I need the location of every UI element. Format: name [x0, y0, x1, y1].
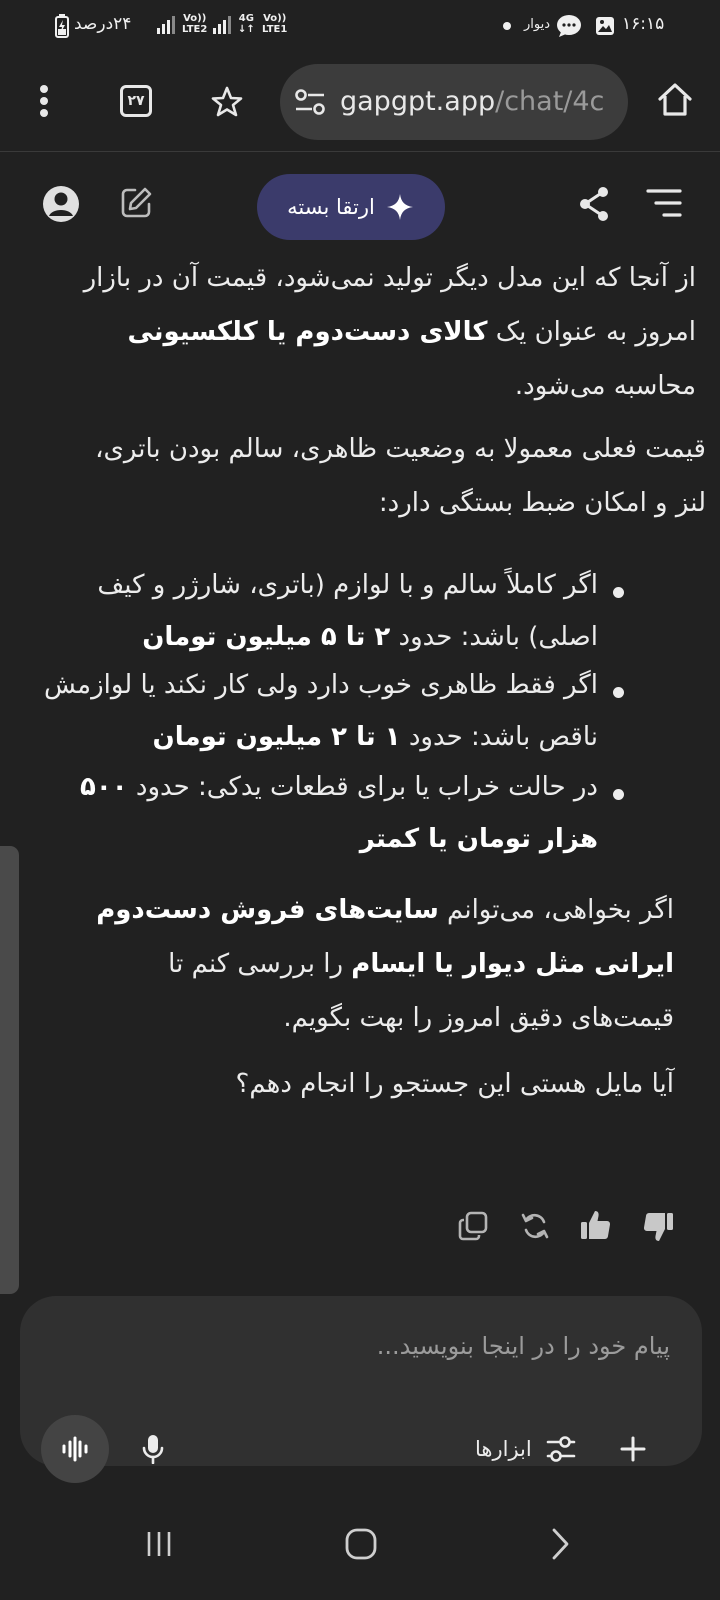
bullet-dot [613, 789, 624, 800]
thumbs-up-icon[interactable] [580, 1209, 612, 1241]
battery-percent: ۲۴درصد [74, 14, 132, 34]
list-item: در حالت خراب یا برای قطعات یدکی: حدود ۵۰۰ هزار تومان یا کمتر [80, 772, 598, 854]
notification-app-label: دیوار [524, 17, 551, 32]
tab-count-button[interactable] [120, 85, 152, 117]
sparkle-icon [385, 192, 415, 222]
url-path: /chat/4c [495, 86, 605, 117]
battery-charging-icon [55, 14, 69, 38]
thumbs-down-icon[interactable] [642, 1211, 674, 1243]
site-settings-icon[interactable] [294, 88, 326, 116]
share-icon[interactable] [578, 186, 610, 222]
status-time: ۱۶:۱۵ [622, 14, 665, 34]
upgrade-plan-button[interactable] [257, 174, 445, 240]
home-icon[interactable] [656, 81, 694, 119]
new-chat-edit-icon[interactable] [119, 186, 153, 220]
message-paragraph-2: قیمت فعلی معمولا به وضعیت ظاهری، سالم بودن باتری، لنز و امکان ضبط بستگی دارد: [95, 434, 706, 518]
browser-toolbar [0, 52, 720, 152]
volte-2-indicator: Vo)) LTE2 [182, 13, 208, 35]
upgrade-plan-label: ارتقا بسته [287, 195, 375, 219]
gallery-icon [594, 15, 616, 37]
url-text [340, 86, 604, 117]
list-item: اگر کاملاً سالم و با لوازم (باتری، شارژر و کیف اصلی) باشد: حدود ۲ تا ۵ میلیون تومان [97, 570, 598, 652]
message-paragraph-4: آیا مایل هستی این جستجو را انجام دهم؟ [235, 1069, 674, 1099]
home-nav-icon[interactable] [345, 1528, 377, 1560]
microphone-icon[interactable] [142, 1434, 164, 1464]
message-paragraph-1: از آنجا که این مدل دیگر تولید نمی‌شود، قیمت آن در بازار امروز به عنوان یک کالای دست‌دوم یا کلکسیونی محاسبه می‌شود. [83, 263, 696, 401]
list-item: اگر فقط ظاهری خوب دارد ولی کار نکند یا لوازمش ناقص باشد: حدود ۱ تا ۲ میلیون تومان [44, 670, 598, 752]
signal-1-icon [212, 16, 232, 34]
signal-2-icon [156, 16, 176, 34]
chat-header [0, 153, 720, 257]
bookmark-star-icon[interactable] [210, 85, 244, 119]
system-navigation-bar [0, 1500, 720, 1600]
message-bold-2: سایت‌های فروش دست‌دوم ایرانی مثل دیوار یا ایسام [96, 895, 674, 979]
message-paragraph-3: اگر بخواهی، می‌توانم سایت‌های فروش دست‌دوم ایرانی مثل دیوار یا ایسام را بررسی کنم تا قیمت‌های دقیق امروز را بهت بگویم. [96, 895, 674, 1033]
message-input[interactable] [60, 1324, 670, 1368]
regenerate-icon[interactable] [520, 1211, 550, 1241]
voice-mode-button[interactable] [41, 1415, 109, 1483]
copy-icon[interactable] [458, 1211, 488, 1241]
scrollbar-thumb[interactable] [0, 846, 19, 1294]
address-bar[interactable] [280, 64, 628, 140]
add-attachment-icon[interactable] [620, 1436, 646, 1462]
message-bold-1: کالای دست‌دوم یا کلکسیونی [127, 317, 488, 347]
message-composer [20, 1296, 702, 1466]
sidebar-menu-icon[interactable] [646, 187, 682, 219]
recent-apps-icon[interactable] [145, 1530, 173, 1558]
status-bar [0, 0, 720, 52]
bullet-dot [613, 587, 624, 598]
profile-icon[interactable] [42, 185, 80, 223]
back-icon[interactable] [550, 1528, 570, 1560]
chat-bubble-icon [556, 14, 582, 38]
tools-label: ابزارها [475, 1437, 532, 1461]
tools-button[interactable] [475, 1425, 576, 1473]
waveform-icon [61, 1436, 89, 1462]
notification-dot [503, 22, 511, 30]
volte-1-indicator: Vo)) LTE1 [262, 13, 288, 35]
tab-count-label: ۲۷ [127, 93, 145, 109]
bullet-dot [613, 687, 624, 698]
more-menu-icon[interactable] [38, 84, 50, 118]
network-type-indicator: 4G ↓↑ [238, 13, 255, 35]
url-domain: gapgpt.app [340, 86, 496, 117]
sliders-icon [546, 1435, 576, 1463]
